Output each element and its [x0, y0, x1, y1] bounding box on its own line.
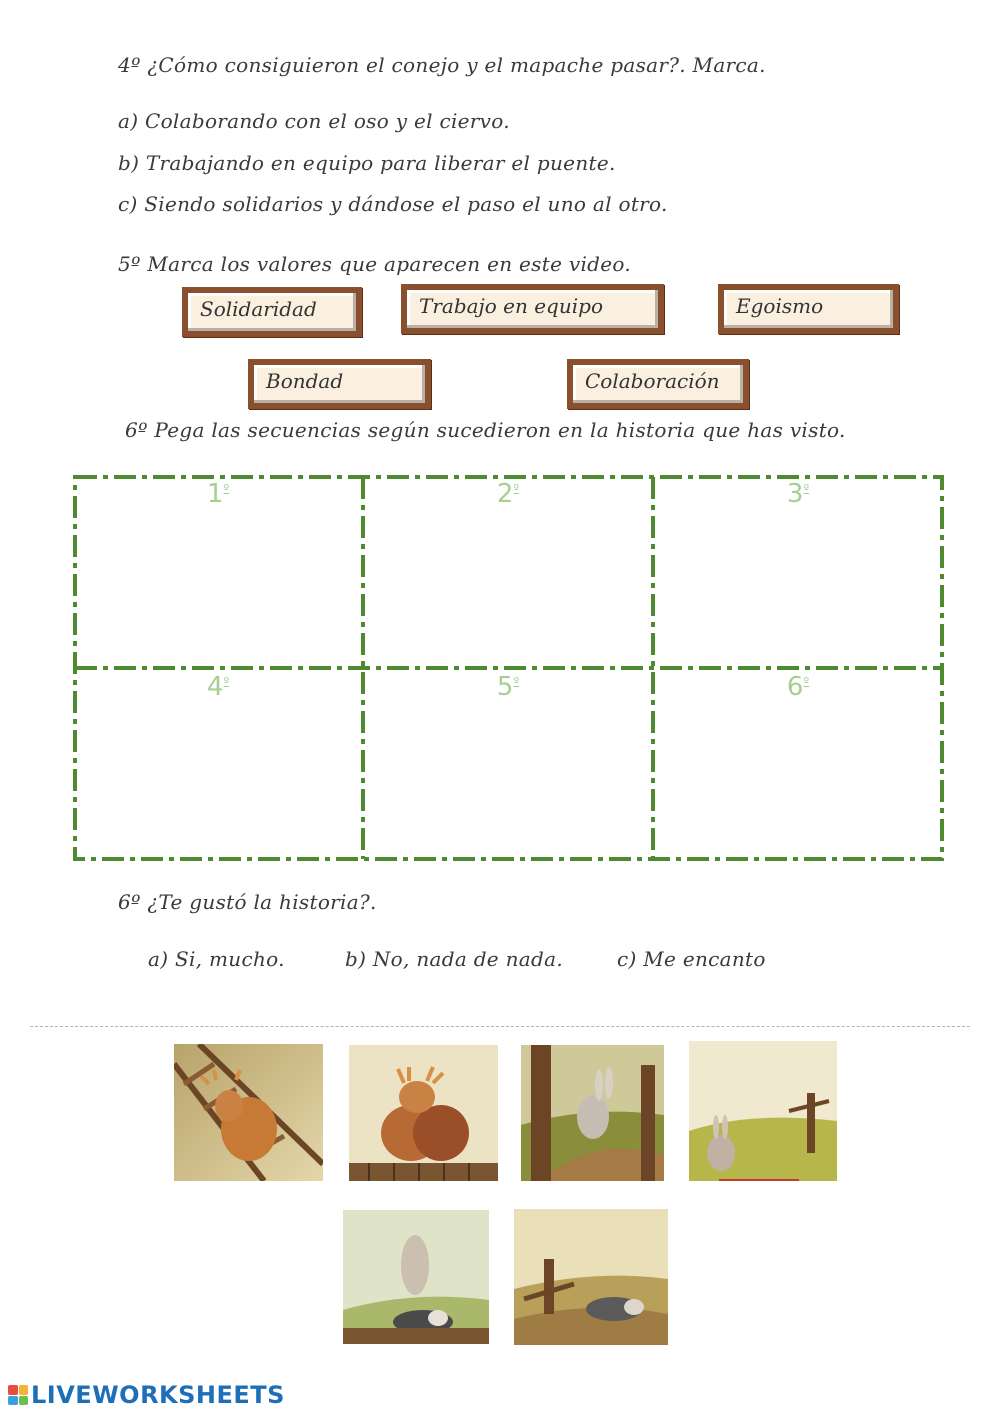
q4-option-b[interactable]: b) Trabajando en equipo para liberar el puente.: [118, 151, 616, 175]
liveworksheets-logo: [8, 1382, 285, 1408]
opinion-option-a[interactable]: a) Si, mucho.: [148, 947, 285, 971]
q4-option-a[interactable]: a) Colaborando con el oso y el ciervo.: [118, 109, 510, 133]
slot-number-6: $6^º$: [786, 672, 810, 702]
opinion-option-c[interactable]: c) Me encanto: [617, 947, 766, 971]
value-colaboracion-button[interactable]: Colaboración: [567, 359, 749, 409]
opinion-option-b[interactable]: b) No, nada de nada.: [345, 947, 563, 971]
moose-bear-bridge-scene-icon[interactable]: [174, 1044, 323, 1181]
q6-opinion-prompt: 6º ¿Te gustó la historia?.: [118, 890, 377, 914]
slot-number-3: $3^º$: [786, 479, 810, 509]
q5-prompt: 5º Marca los valores que aparecen en este video.: [118, 252, 632, 276]
value-solidaridad-button[interactable]: Solidaridad: [182, 287, 362, 337]
raccoon-lying-scene-icon[interactable]: [514, 1209, 668, 1345]
q4-prompt: 4º ¿Cómo consiguieron el conejo y el mapache pasar?. Marca.: [118, 53, 766, 77]
slot-number-4: $4^º$: [206, 672, 230, 702]
rabbit-field-scene-icon[interactable]: [689, 1041, 837, 1181]
value-trabajo-en-equipo-button[interactable]: Trabajo en equipo: [401, 284, 664, 334]
value-egoismo-button[interactable]: Egoismo: [718, 284, 899, 334]
slot-number-5: $5^º$: [496, 672, 520, 702]
value-bondad-button[interactable]: Bondad: [248, 359, 431, 409]
q4-option-c[interactable]: c) Siendo solidarios y dándose el paso el uno al otro.: [118, 192, 668, 216]
liveworksheets-logo-icon: [8, 1385, 28, 1405]
cut-line: [30, 1026, 970, 1027]
sequence-grid: [73, 475, 944, 861]
slot-number-2: $2^º$: [496, 479, 520, 509]
slot-number-1: $1^º$: [206, 479, 230, 509]
moose-bear-hug-scene-icon[interactable]: [349, 1045, 498, 1181]
rabbit-on-post-scene-icon[interactable]: [521, 1045, 664, 1181]
brand-name: LIVEWORKSHEETS: [31, 1381, 285, 1409]
q6-sequence-prompt: 6º Pega las secuencias según sucedieron en la historia que has visto.: [125, 418, 846, 442]
rabbit-jump-raccoon-scene-icon[interactable]: [343, 1210, 489, 1344]
